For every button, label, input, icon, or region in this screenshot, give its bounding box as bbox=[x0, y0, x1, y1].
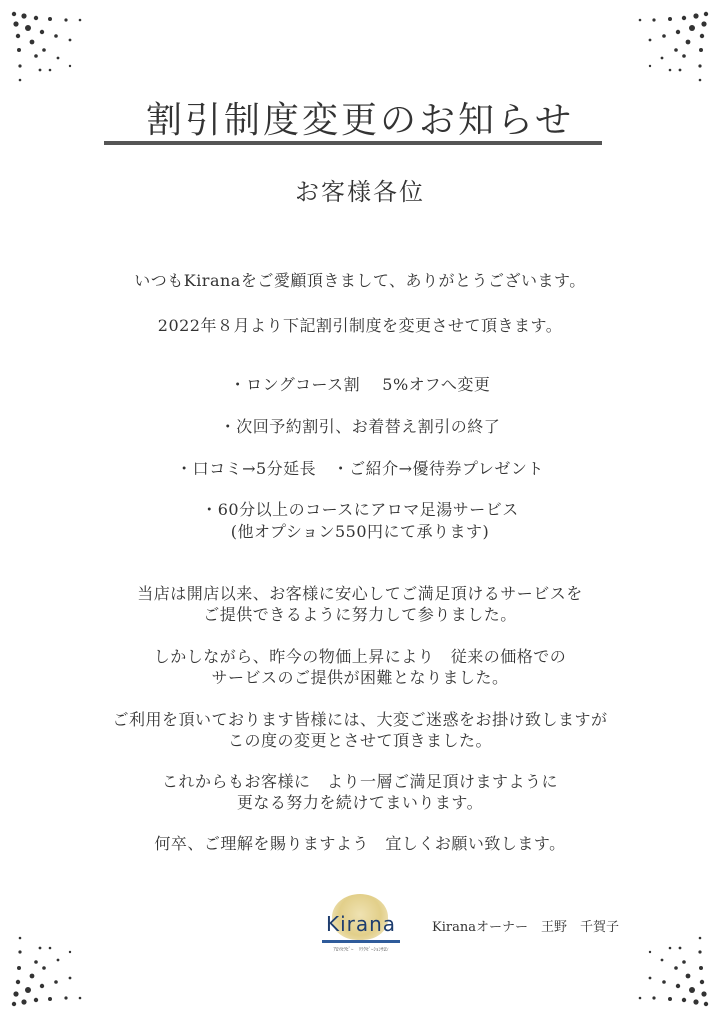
title-underline bbox=[104, 141, 602, 145]
sparkle-burst-icon bbox=[8, 900, 118, 1010]
body-line: ご提供できるように努力して参りました。 bbox=[203, 605, 517, 624]
logo-tagline: ｱﾛﾏｾﾗﾋﾟｰ ﾘﾗｸｾﾞｰｼｮﾝｻﾛﾝ bbox=[333, 947, 389, 953]
kirana-logo bbox=[318, 894, 404, 962]
logo-brand: Kirana bbox=[325, 912, 397, 936]
corner-sparkle-bottom-left bbox=[8, 900, 118, 1010]
intro-line: 2022年８月より下記割引制度を変更させて頂きます。 bbox=[157, 316, 563, 335]
intro-line: いつもKiranaをご愛顧頂きまして、ありがとうございます。 bbox=[134, 271, 586, 290]
body-line: サービスのご提供が困難となりました。 bbox=[211, 668, 509, 687]
notice-title: 割引制度変更のお知らせ bbox=[146, 100, 574, 141]
body-line: 何卒、ご理解を賜りますよう 宜しくお願い致します。 bbox=[154, 834, 566, 853]
salutation: お客様各位 bbox=[295, 178, 425, 206]
body-line: ご利用を頂いております皆様には、大変ご迷惑をお掛け致しますが bbox=[112, 710, 608, 729]
body-line: しかしながら、昨今の物価上昇により 従来の価格での bbox=[153, 647, 567, 666]
change-item: ・ロングコース割 5%オフへ変更 bbox=[229, 375, 491, 394]
logo-stripe bbox=[322, 940, 400, 943]
change-item-note: (他オプション550円にて承ります) bbox=[230, 522, 490, 541]
body-line: 当店は開店以来、お客様に安心してご満足頂けるサービスを bbox=[137, 584, 583, 603]
change-item: ・60分以上のコースにアロマ足湯サービス bbox=[201, 500, 519, 519]
body-line: この度の変更とさせて頂きました。 bbox=[227, 731, 492, 750]
change-item: ・次回予約割引、お着替え割引の終了 bbox=[219, 417, 501, 436]
body-line: これからもお客様に より一層ご満足頂けますように bbox=[161, 772, 558, 791]
change-item: ・口コミ→5分延長 ・ご紹介→優待券プレゼント bbox=[176, 459, 544, 478]
body-line: 更なる努力を続けてまいります。 bbox=[236, 793, 484, 812]
owner-signature: Kiranaオーナー 王野 千賀子 bbox=[432, 920, 619, 935]
